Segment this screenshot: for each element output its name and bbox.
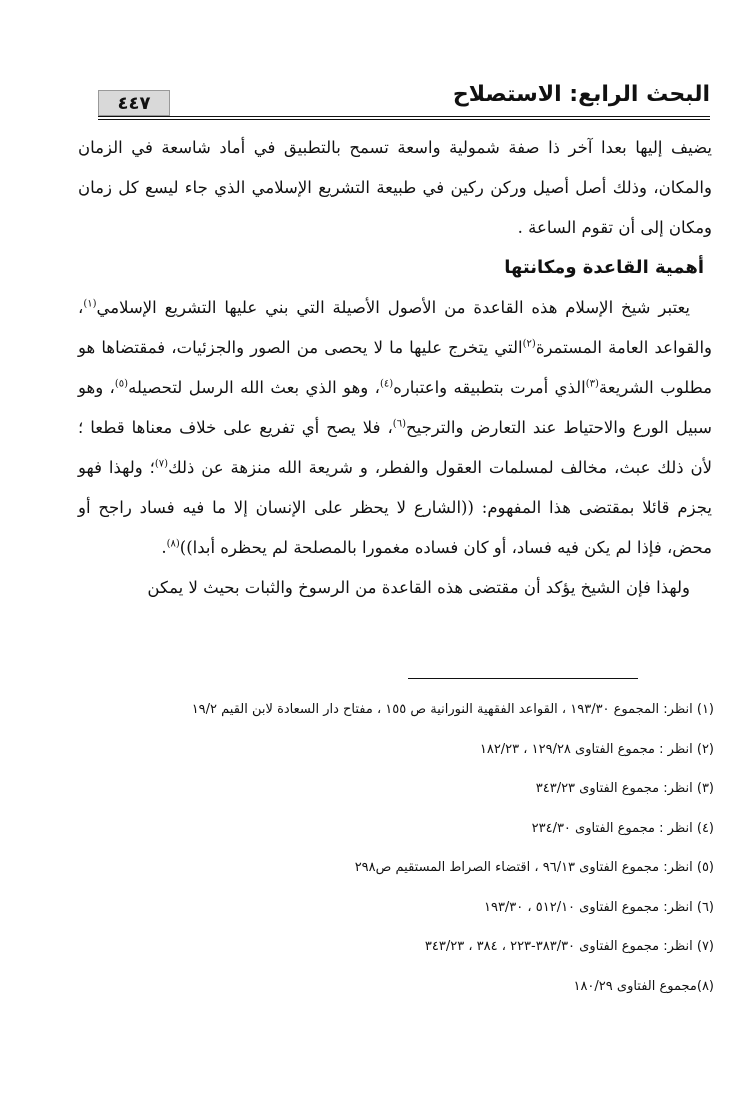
paragraph-3: ولهذا فإن الشيخ يؤكد أن مقتضى هذه القاعدة من الرسوخ والثبات بحيث لا يمكن [147, 578, 690, 597]
footnote-ref-7: (٧) [154, 458, 169, 470]
footnote-ref-6: (٦) [392, 418, 406, 430]
p2-text-6: ، وهو سبيل الورع والاحتياط عند التعارض والترجيح [78, 378, 712, 437]
footnote-4: (٤) انظر : مجموع الفتاوى ٢٣٤/٣٠ [531, 820, 714, 836]
paragraph-1: يضيف إليها بعدا آخر ذا صفة شمولية واسعة تسمح بالتطبيق في أماد شاسعة في الزمان والمكان، وذلك أصل أصيل وركن ركين في طبيعة التشريع الإسلامي الذي جاء ليسع كل زمان ومكان إلى أن تقوم الساعة . [78, 138, 712, 237]
footnote-3: (٣) انظر: مجموع الفتاوى ٣٤٣/٢٣ [535, 781, 714, 796]
footnote-separator [408, 678, 638, 679]
footnote-ref-4: (٤) [379, 378, 394, 390]
footnote-5: (٥) انظر: مجموع الفتاوى ٩٦/١٣ ، اقتضاء الصراط المستقيم ص٢٩٨ [354, 860, 714, 875]
running-title: البحث الرابع: الاستصلاح [452, 82, 710, 107]
page-number-box [98, 90, 170, 116]
footnote-6: (٦) انظر: مجموع الفتاوى ٥١٢/١٠ ، ١٩٣/٣٠ [483, 899, 714, 915]
p2-text-8: ؛ ولهذا فهو يجزم قائلا بمقتضى هذا المفهوم: ((الشارع لا يحظر على الإنسان إلا ما فيه فساد راجح أو محض، فإذا لم يكن فيه فساد، أو كان فساده مغمورا بالمصلحة لم يحظره أبدا)) [78, 458, 712, 557]
footnote-7: (٧) انظر: مجموع الفتاوى ٣٨٣/٣٠-٢٢٣ ، ٣٨٤ ، ٣٤٣/٢٣ [424, 939, 714, 954]
p2-text-1: يعتبر شيخ الإسلام هذه القاعدة من الأصول الأصيلة التي بني عليها التشريع الإسلامي [96, 298, 690, 317]
footnote-ref-3: (٣) [585, 378, 599, 390]
page-header [98, 80, 710, 120]
footnotes [78, 690, 714, 1006]
footnote-2: (٢) انظر : مجموع الفتاوى ١٢٩/٢٨ ، ١٨٢/٢٣ [479, 741, 714, 757]
footnote-1: (١) انظر: المجموع ١٩٣/٣٠ ، القواعد الفقهية النورانية ص ١٥٥ ، مفتاح دار السعادة لابن القيم ١٩/٢ [191, 702, 714, 717]
footnote-ref-8: (٨) [166, 538, 180, 550]
footnote-ref-5: (٥) [114, 378, 129, 390]
section-heading: أهمية القاعدة ومكانتها [504, 257, 704, 278]
main-text [78, 128, 712, 608]
p2-text-9: . [161, 538, 167, 557]
paragraph-2 [78, 288, 712, 568]
footnote-ref-2: (٢) [522, 338, 536, 350]
footnote-ref-1: (١) [83, 298, 97, 310]
header-rule [98, 116, 710, 120]
footnote-8: (٨)مجموع الفتاوى ١٨٠/٢٩ [573, 978, 714, 994]
p2-text-4: الذي أمرت بتطبيقه واعتباره [393, 378, 586, 397]
page-number: ٤٤٧ [117, 92, 151, 114]
p2-text-7: ، فلا يصح أي تفريع على خلاف معناها قطعا ؛ لأن ذلك عبث، مخالف لمسلمات العقول والفطر، و شريعة الله منزهة عن ذلك [78, 418, 712, 477]
p2-text-5: ، وهو الذي بعث الله الرسل لتحصيله [128, 378, 380, 397]
p2-text-3: التي يتخرج عليها ما لا يحصى من الصور والجزئيات، فمقتضاها هو مطلوب الشريعة [78, 338, 712, 397]
p2-text-2: ، والقواعد العامة المستمرة [78, 298, 713, 357]
